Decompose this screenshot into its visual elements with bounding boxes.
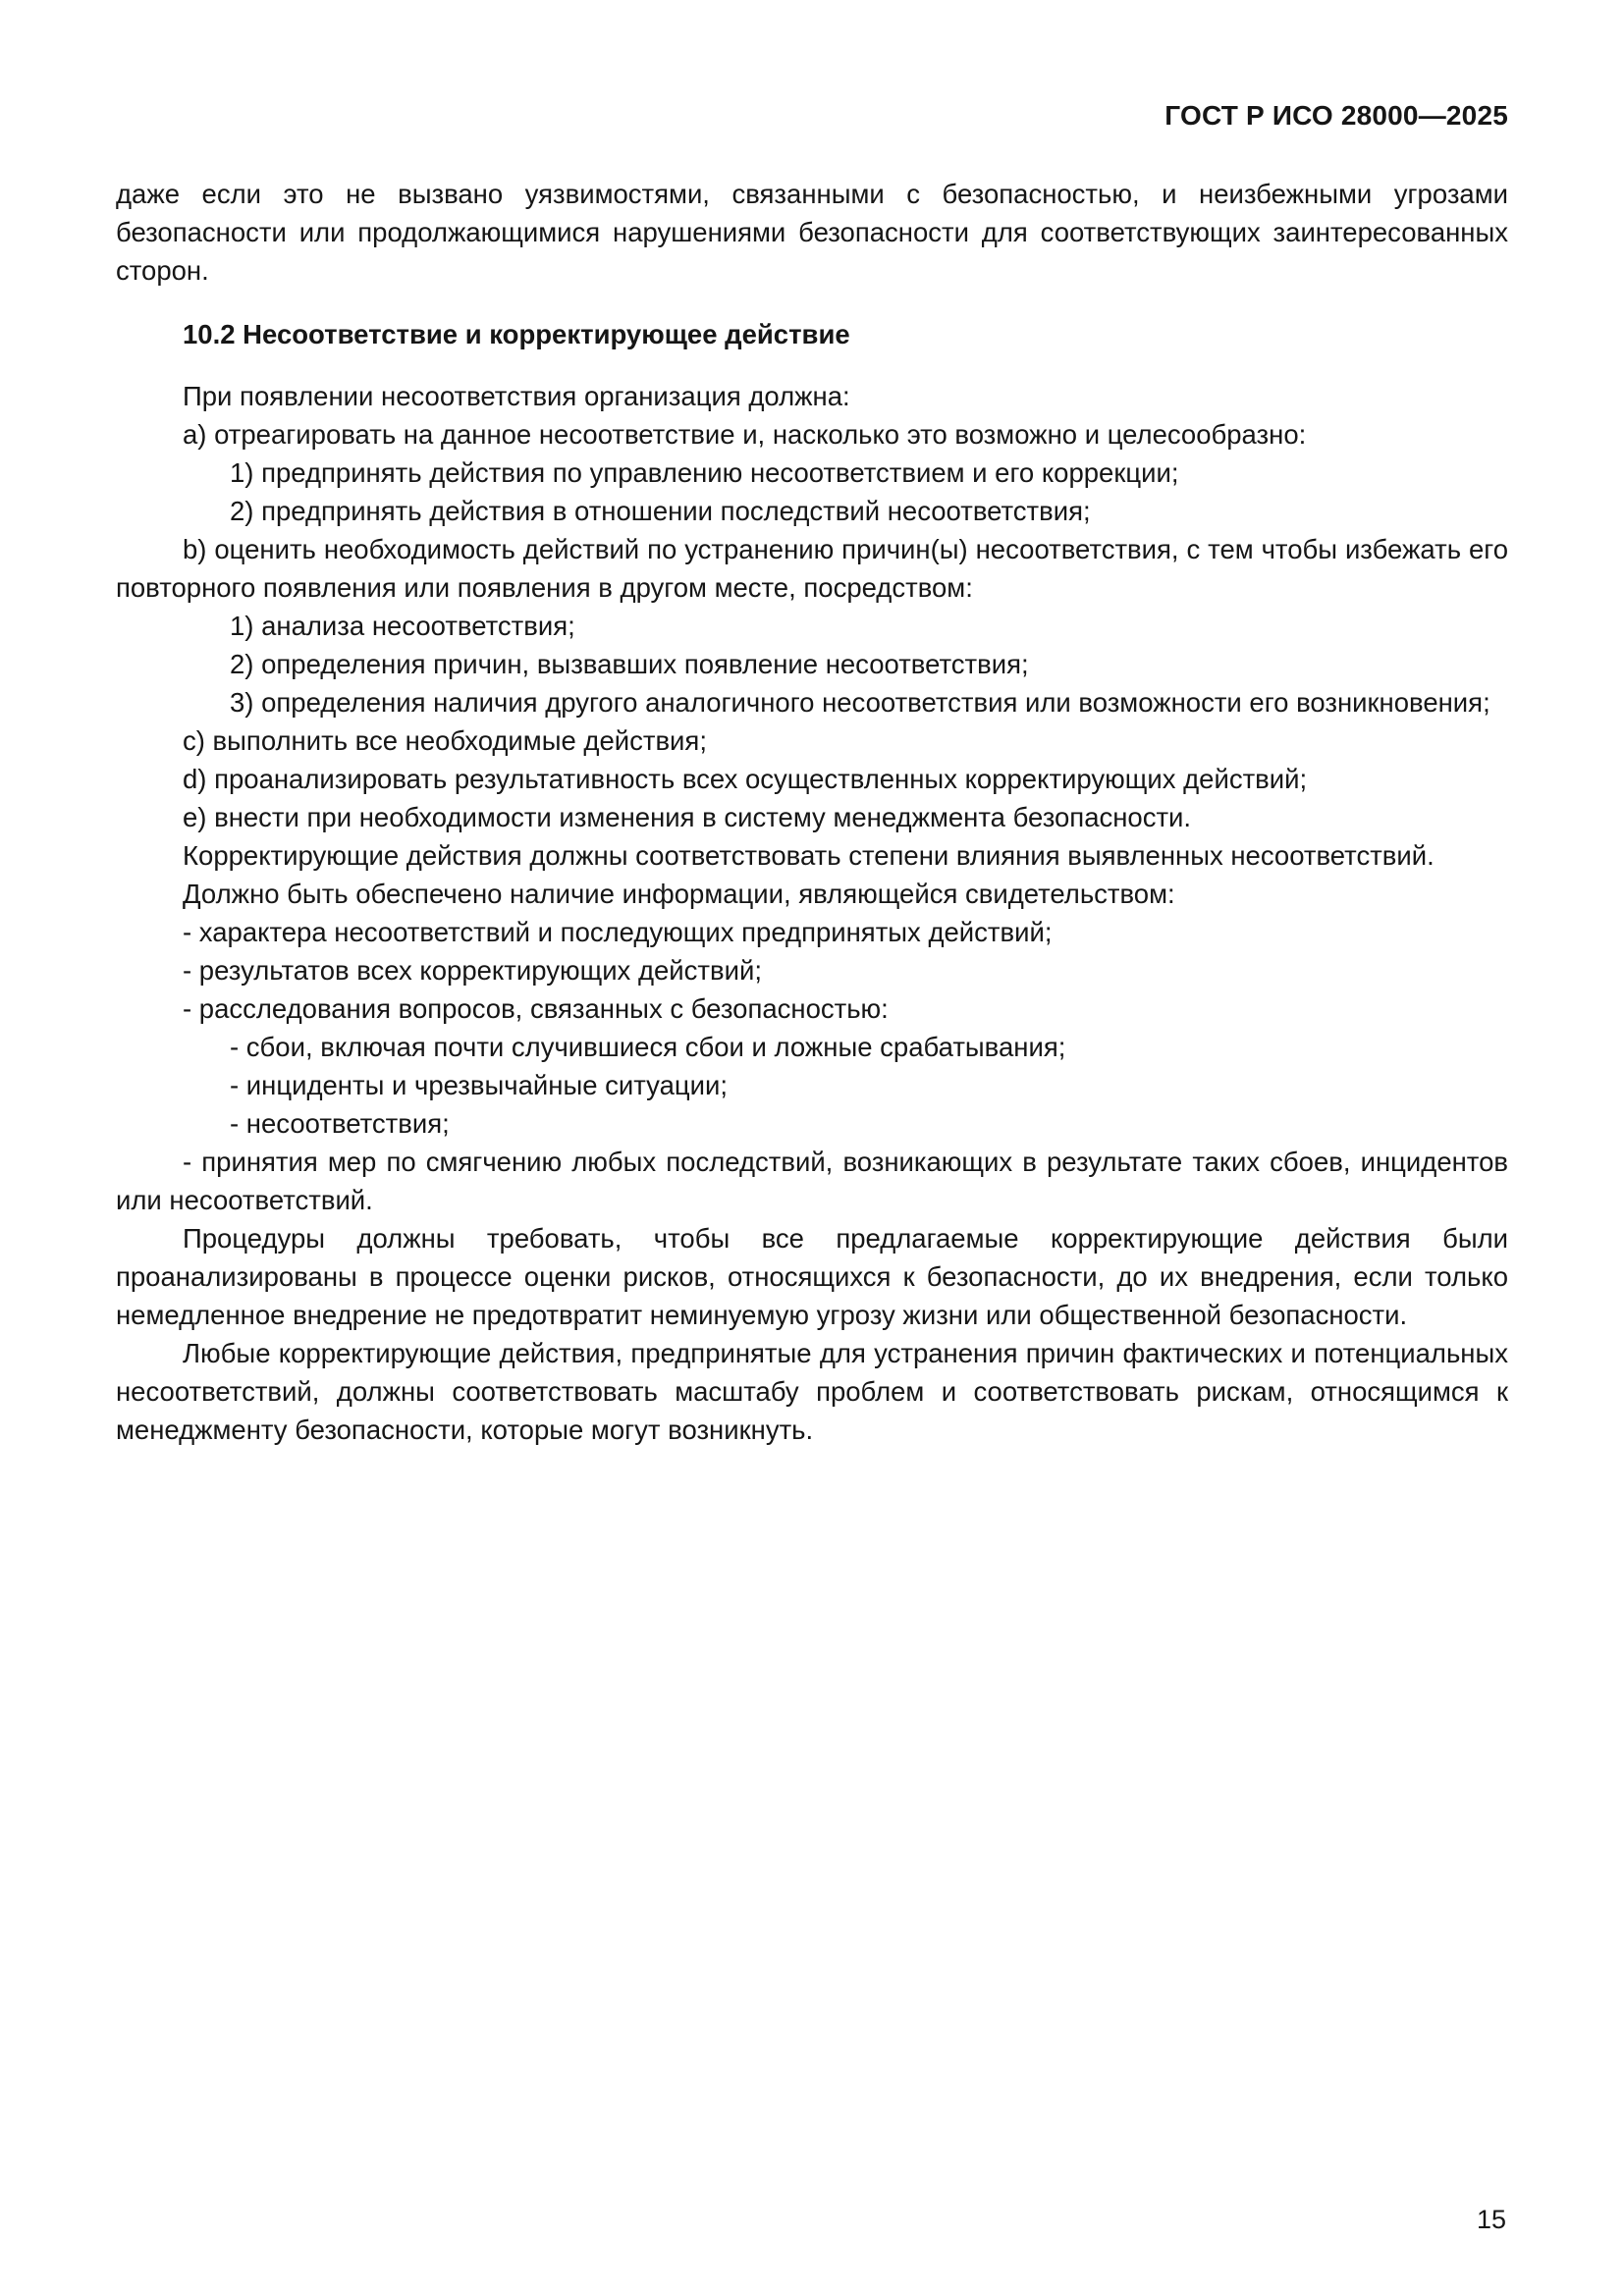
dash-item: - характера несоответствий и последующих предпринятых действий; (183, 917, 1053, 947)
page-number: 15 (1476, 2205, 1506, 2234)
dash-item: - расследования вопросов, связанных с безопасностью: (183, 993, 889, 1024)
dash-item: - принятия мер по смягчению любых последствий, возникающих в результате таких сбоев, инцидентов или несоответствий. (116, 1147, 1508, 1215)
dash-subitem: - сбои, включая почти случившиеся сбои и ложные срабатывания; (230, 1032, 1066, 1062)
body-paragraph: Должно быть обеспечено наличие информации, являющейся свидетельством: (183, 879, 1175, 909)
list-item-letter-b: b) оценить необходимость действий по устранению причин(ы) несоответствия, с тем чтобы избежать его повторного появления или появления в другом месте, посредством: (116, 534, 1508, 603)
list-item-letter-d: d) проанализировать результативность всех осуществленных корректирующих действий; (183, 764, 1308, 794)
document-header: ГОСТ Р ИСО 28000—2025 (1164, 100, 1508, 131)
body-paragraph: Процедуры должны требовать, чтобы все предлагаемые корректирующие действия были проанализированы в процессе оценки рисков, относящихся к безопасности, до их внедрения, если только немедленное внедрение не предотвратит неминуемую угрозу жизни или общественной безопасности. (116, 1223, 1508, 1330)
list-item-number: 1) предпринять действия по управлению несоответствием и его коррекции; (230, 457, 1179, 488)
body-paragraph: даже если это не вызвано уязвимостями, связанными с безопасностью, и неизбежными угрозами безопасности или продолжающимися нарушениями безопасности для соответствующих заинтересованных сторон. (116, 179, 1508, 286)
list-item-letter-a: a) отреагировать на данное несоответствие и, насколько это возможно и целесообразно: (183, 419, 1307, 450)
list-item-number: 1) анализа несоответствия; (230, 611, 575, 641)
body-paragraph: При появлении несоответствия организация должна: (183, 381, 850, 411)
body-paragraph: Корректирующие действия должны соответствовать степени влияния выявленных несоответствий. (183, 840, 1435, 871)
list-item-number: 2) предпринять действия в отношении последствий несоответствия; (230, 496, 1091, 526)
page-body (116, 100, 1508, 1449)
body-paragraph: Любые корректирующие действия, предпринятые для устранения причин фактических и потенциальных несоответствий, должны соответствовать масштабу проблем и соответствовать рискам, относящимся к менеджменту безопасности, которые могут возникнуть. (116, 1338, 1508, 1445)
dash-subitem: - несоответствия; (230, 1108, 450, 1139)
list-item-number: 2) определения причин, вызвавших появление несоответствия; (230, 649, 1029, 679)
section-heading: 10.2 Несоответствие и корректирующее действие (183, 319, 850, 349)
list-item-letter-c: c) выполнить все необходимые действия; (183, 725, 707, 756)
dash-item: - результатов всех корректирующих действий; (183, 955, 762, 986)
list-item-number: 3) определения наличия другого аналогичного несоответствия или возможности его возникновения; (230, 687, 1490, 718)
list-item-letter-e: e) внести при необходимости изменения в систему менеджмента безопасности. (183, 802, 1192, 832)
dash-subitem: - инциденты и чрезвычайные ситуации; (230, 1070, 729, 1100)
